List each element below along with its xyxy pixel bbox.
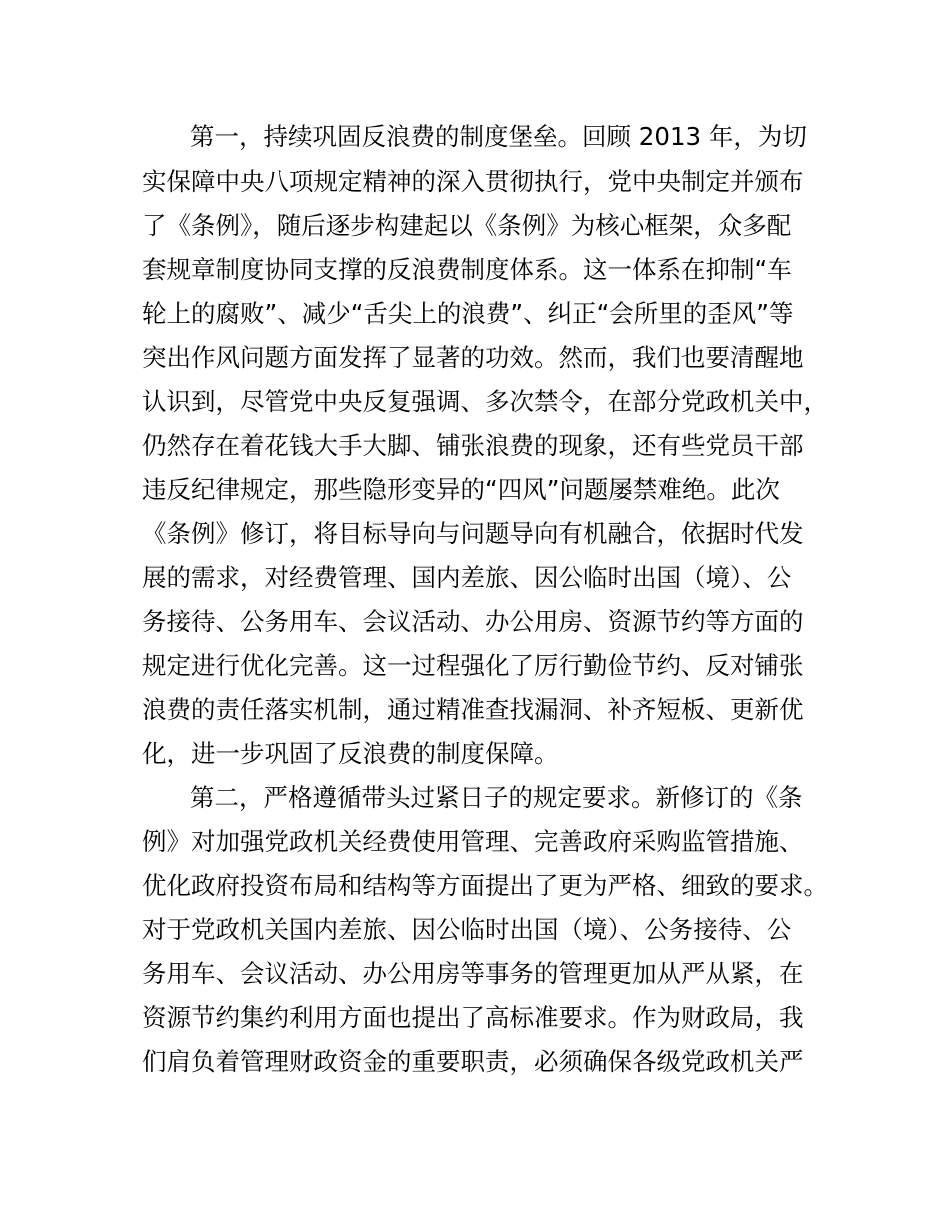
- text-line: 务接待、公务用车、会议活动、办公用房、资源节约等方面的: [142, 607, 804, 636]
- text-line: 第一，持续巩固反浪费的制度堡垒。回顾 2013 年，为切: [190, 122, 807, 151]
- text-line: 对于党政机关国内差旅、因公临时出国（境）、公务接待、公: [142, 915, 792, 944]
- text-line: 仍然存在着花钱大手大脚、铺张浪费的现象，还有些党员干部: [142, 431, 804, 460]
- text-line: 化，进一步巩固了反浪费的制度保障。: [142, 739, 559, 768]
- text-line: 资源节约集约利用方面也提出了高标准要求。作为财政局，我: [142, 1003, 804, 1032]
- text-line: 例》对加强党政机关经费使用管理、完善政府采购监管措施、: [142, 827, 804, 856]
- text-line: 第二，严格遵循带头过紧日子的规定要求。新修订的《条: [190, 783, 803, 812]
- text-line: 优化政府投资布局和结构等方面提出了更为严格、细致的要求。: [142, 871, 828, 900]
- text-line: 浪费的责任落实机制，通过精准查找漏洞、补齐短板、更新优: [142, 695, 804, 724]
- text-line: 务用车、会议活动、办公用房等事务的管理更加从严从紧，在: [142, 959, 804, 988]
- text-line: 《条例》修订，将目标导向与问题导向有机融合，依据时代发: [142, 519, 804, 548]
- text-line: 规定进行优化完善。这一过程强化了厉行勤俭节约、反对铺张: [142, 651, 804, 680]
- text-line: 实保障中央八项规定精神的深入贯彻执行，党中央制定并颁布: [142, 167, 804, 196]
- text-line: 展的需求，对经费管理、国内差旅、因公临时出国（境）、公: [142, 563, 792, 592]
- text-line: 突出作风问题方面发挥了显著的功效。然而，我们也要清醒地: [142, 343, 804, 372]
- text-line: 轮上的腐败”、减少“舌尖上的浪费”、纠正“会所里的歪风”等: [142, 299, 794, 328]
- text-line: 认识到，尽管党中央反复强调、多次禁令，在部分党政机关中，: [142, 387, 828, 416]
- text-line: 套规章制度协同支撑的反浪费制度体系。这一体系在抑制“车: [142, 255, 792, 284]
- text-line: 了《条例》，随后逐步构建起以《条例》为核心框架，众多配: [142, 211, 792, 240]
- text-line: 违反纪律规定，那些隐形变异的“四风”问题屡禁难绝。此次: [142, 475, 780, 504]
- text-line: 们肩负着管理财政资金的重要职责，必须确保各级党政机关严: [142, 1047, 804, 1076]
